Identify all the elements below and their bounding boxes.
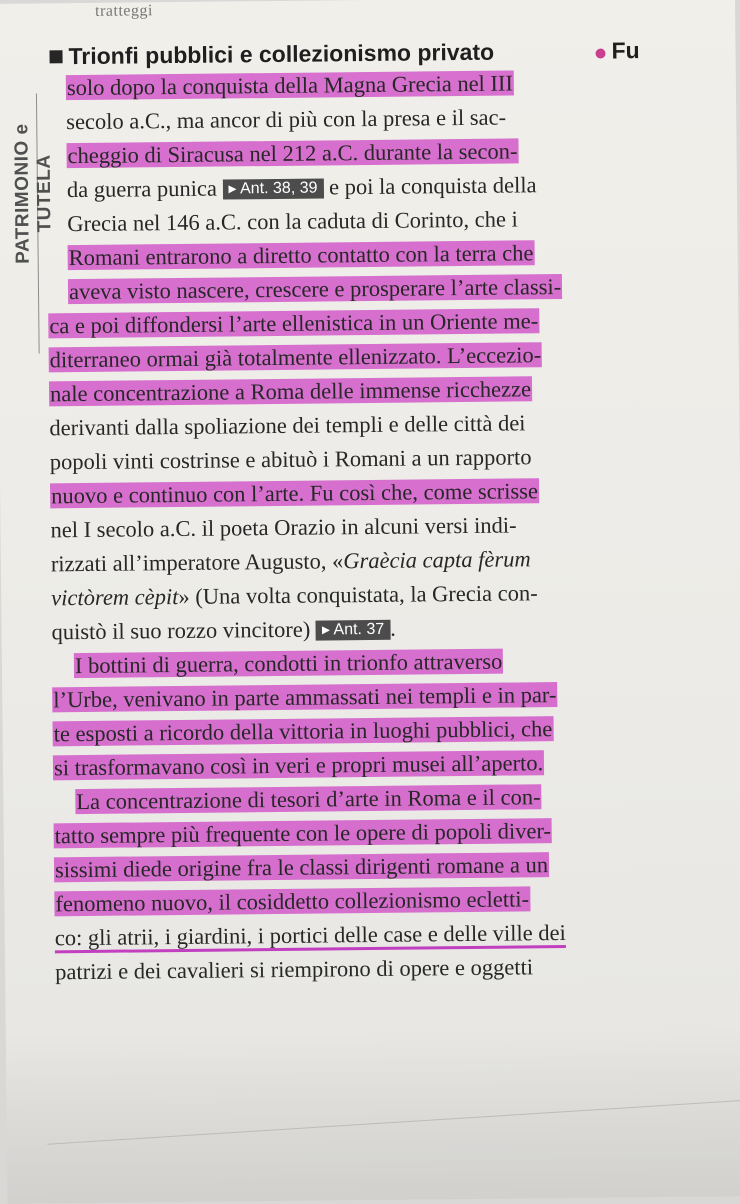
text-line (66, 68, 514, 103)
text-line (49, 408, 525, 443)
text-line (68, 238, 535, 273)
underlined-text: co: gli atrii, i giardini, i portici delle case e delle ville dei (55, 920, 566, 953)
highlighted-text: te esposti a ricordo della vittoria in luoghi pubblici, che (53, 716, 553, 747)
line-text: derivanti dalla spoliazione dei templi e delle città dei (49, 410, 526, 441)
line-text: » (Una volta conquistata, la Grecia con- (178, 580, 538, 610)
text-line (49, 340, 543, 375)
highlighted-text: diterraneo ormai già totalmente ellenizzato. L’eccezio- (49, 342, 542, 373)
pink-dot-icon (595, 49, 605, 59)
text-line (50, 510, 516, 545)
text-line (51, 544, 531, 579)
page-shadow (6, 1026, 740, 1204)
section-heading (49, 39, 494, 71)
square-bullet-icon (49, 50, 62, 63)
highlighted-text: nuovo e continuo con l’arte. Fu così che, come scrisse (51, 478, 539, 509)
section-label-vertical: PATRIMONIO e TUTELA (11, 123, 56, 264)
highlighted-text: aveva visto nascere, crescere e prosperare l’arte classi- (68, 273, 562, 305)
text-line (51, 578, 538, 613)
text-line (54, 850, 549, 885)
highlighted-text: I bottini di guerra, condotti in trionfo attraverso (74, 648, 503, 679)
text-line (75, 782, 541, 817)
highlighted-text: nale concentrazione a Roma delle immense ricchezze (49, 376, 532, 407)
text-line (50, 476, 539, 511)
text-line (53, 748, 545, 783)
line-text: da guerra punica (66, 175, 217, 203)
heading-tail (595, 37, 639, 64)
text-line (68, 272, 563, 307)
highlighted-text: fenomeno nuovo, il cosiddetto collezionismo ecletti- (55, 886, 530, 917)
highlighted-text: tatto sempre più frequente con le opere di popoli diver- (54, 818, 552, 849)
line-text: Grecia nel 146 a.C. con la caduta di Corinto, che i (67, 206, 518, 237)
highlighted-text: si trasformavano così in veri e propri musei all’aperto. (53, 750, 544, 781)
anthology-reference[interactable]: ▸ Ant. 38, 39 (222, 178, 323, 199)
highlighted-text: sissimi diede origine fra le classi dirigenti romane a un (54, 852, 549, 883)
highlighted-text: cheggio di Siracusa nel 212 a.C. durante la secon- (67, 138, 518, 169)
line-text: nel I secolo a.C. il poeta Orazio in alcuni versi indi- (50, 512, 517, 543)
highlighted-text: l’Urbe, venivano in parte ammassati nei templi e in par- (53, 682, 557, 713)
line-text: e poi la conquista della (328, 172, 537, 200)
highlighted-text: La concentrazione di tesori d’arte in Roma e il con- (76, 784, 541, 815)
text-line (48, 306, 539, 341)
line-text: popoli vinti costrinse e abituò i Romani a un rapporto (49, 444, 532, 475)
line-text: patrizi e dei cavalieri si riempirono di opere e oggetti (55, 954, 534, 985)
latin-quote: victòrem cèpit (51, 584, 179, 611)
text-line (55, 918, 566, 953)
line-text: rizzati all’imperatore Augusto, « (50, 548, 344, 577)
highlighted-text: solo dopo la conquista della Magna Grecia nel III (66, 70, 514, 101)
text-line (67, 170, 537, 205)
highlighted-text: ca e poi diffondersi l’arte ellenistica in un Oriente me- (49, 308, 539, 339)
latin-quote: Graècia capta fèrum (343, 546, 531, 574)
anthology-reference[interactable]: ▸ Ant. 37 (316, 620, 391, 641)
text-line (74, 647, 504, 681)
text-line (54, 884, 530, 919)
text-line (49, 374, 532, 409)
text-line (50, 442, 532, 477)
text-line (52, 714, 553, 749)
text-line (52, 680, 557, 715)
heading-text: Trionfi pubblici e collezionismo privato (68, 38, 495, 70)
line-text: quistò il suo rozzo vincitore) (51, 616, 311, 645)
text-line: quistò il suo rozzo vincitore) ▸ Ant. 37 . (51, 615, 396, 645)
text-line (54, 816, 553, 851)
text-line (66, 103, 506, 138)
heading-tail-text: Fu (611, 37, 640, 64)
text-line (66, 136, 518, 171)
line-text: secolo a.C., ma ancor di più con la presa e il sac- (66, 104, 507, 135)
highlighted-text: Romani entrarono a diretto contatto con la terra che (68, 240, 534, 271)
top-fragment: tratteggi (94, 2, 153, 20)
text-line (55, 952, 533, 987)
text-line (67, 204, 518, 239)
